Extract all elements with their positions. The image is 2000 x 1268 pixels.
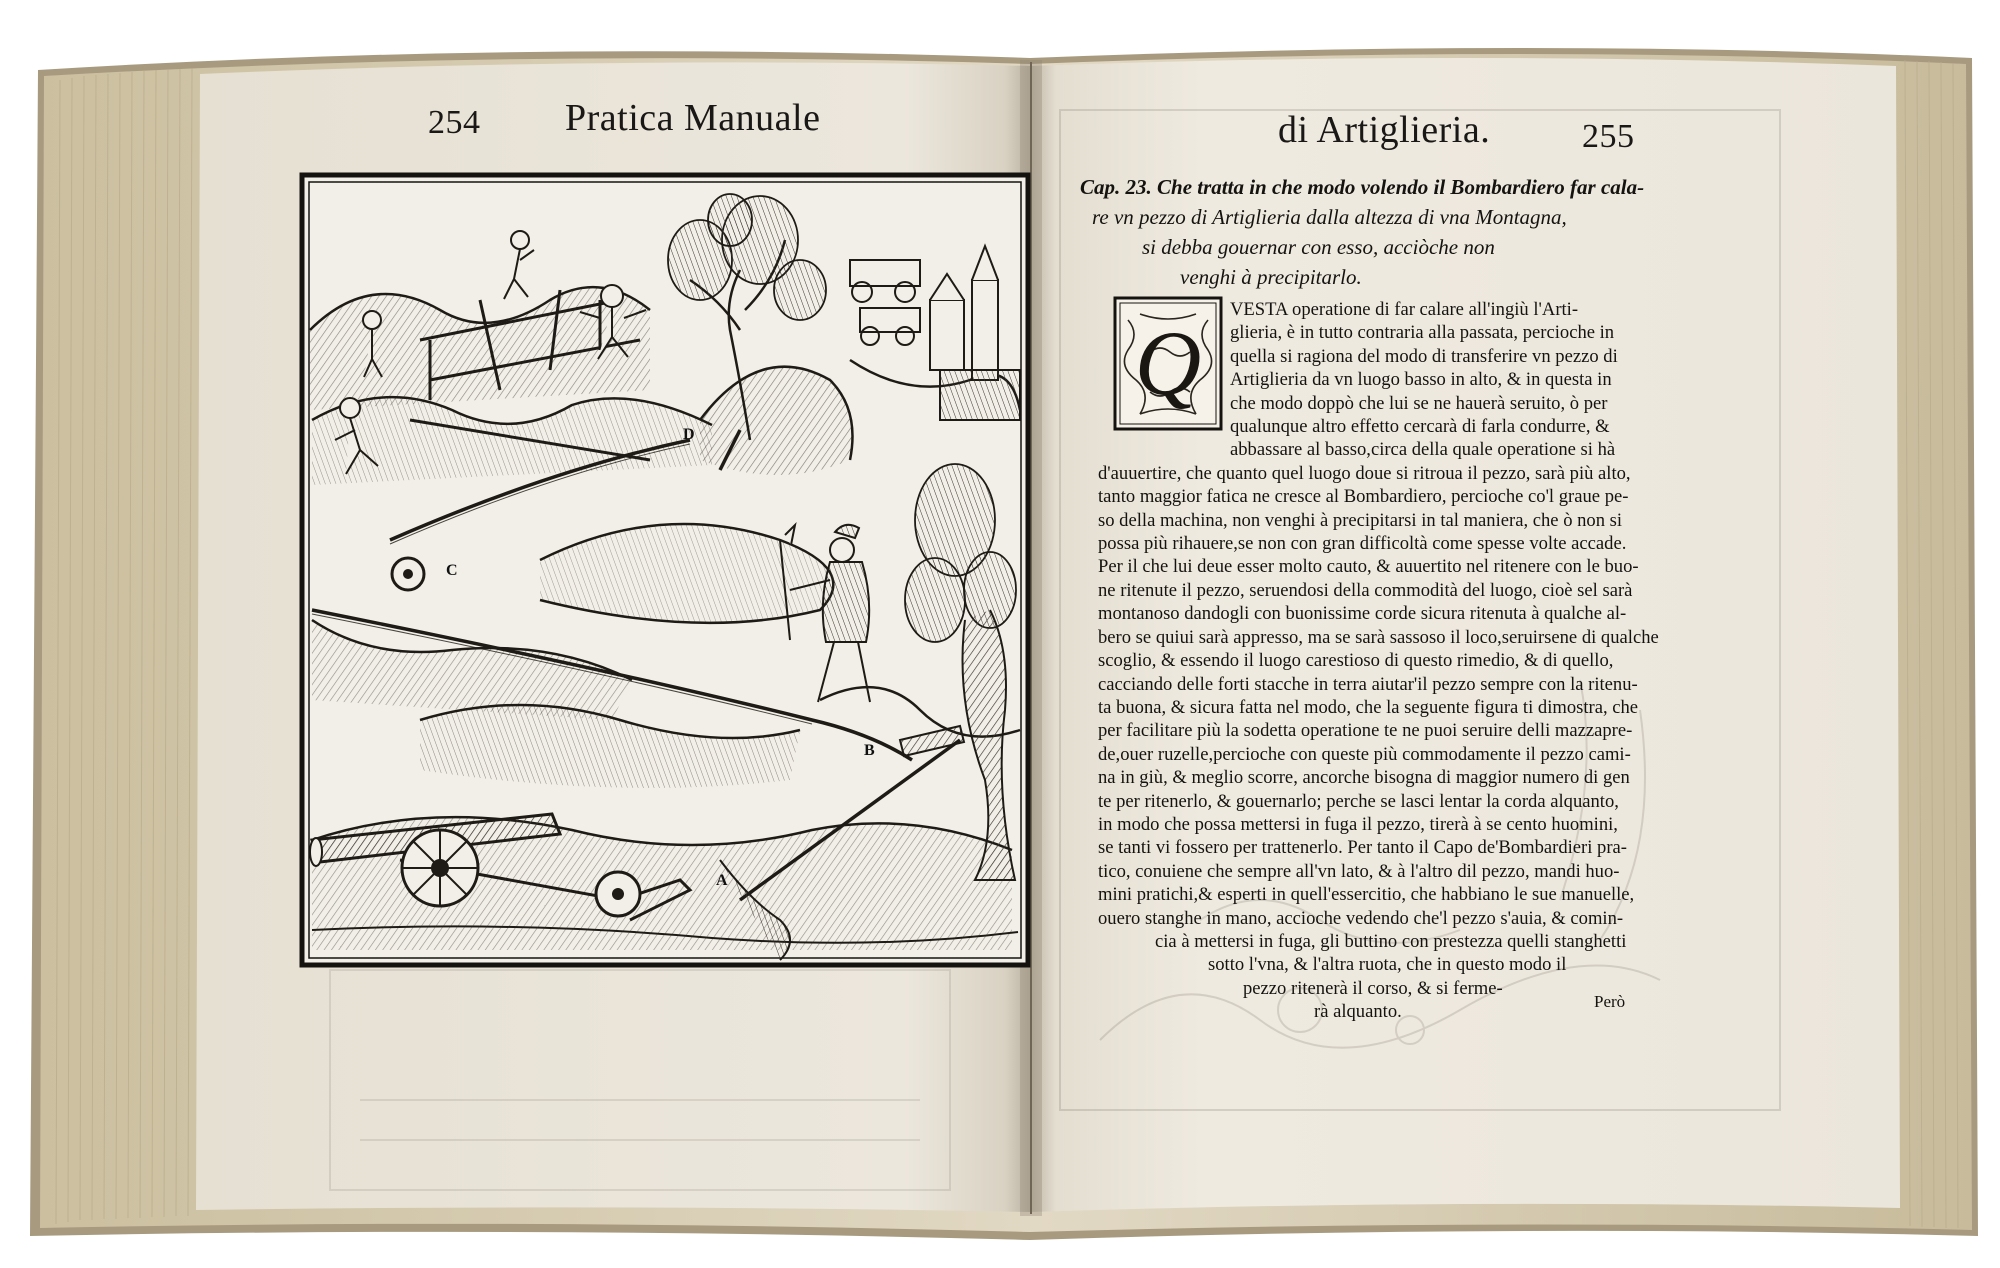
body-line: Artiglieria da vn luogo basso in alto, & in questa in — [1230, 369, 1612, 391]
body-line: de,ouer ruzelle,percioche con queste più commodamente il pezzo cami- — [1098, 743, 1631, 765]
body-text — [1080, 298, 1662, 1024]
body-line: d'auuertire, che quanto quel luogo doue si ritroua il pezzo, sarà più alto, — [1098, 462, 1631, 484]
chapter-heading-line: si debba gouernar con esso, acciòche non — [1142, 235, 1495, 259]
woodcut-illustration — [302, 175, 1028, 965]
body-line: pezzo ritenerà il corso, & si ferme- — [1243, 977, 1503, 999]
figure-label-b: B — [864, 742, 875, 759]
left-page-number: 254 — [428, 104, 481, 141]
drop-cap-letter: Q — [1134, 312, 1202, 414]
body-line: quella si ragiona del modo di transferire vn pezzo di — [1230, 345, 1618, 367]
figure-label-d: D — [683, 426, 695, 443]
right-running-head: di Artiglieria. — [1278, 109, 1491, 151]
body-line: so della machina, non venghi à precipitarsi in tal maniera, che ò non si — [1098, 509, 1623, 531]
body-line: VESTA operatione di far calare all'ingiù l'Arti- — [1230, 299, 1579, 320]
body-line: qualunque altro effetto cercarà di farla condurre, & — [1230, 416, 1610, 438]
body-line: Per il che lui deue esser molto cauto, & auuertito nel ritenere con le buo- — [1098, 556, 1639, 578]
body-line: na in giù, & meglio scorre, ancorche bisogna di maggior numero di gen — [1098, 767, 1630, 789]
chapter-heading — [1080, 172, 1660, 292]
figure-label-a: A — [716, 872, 728, 889]
body-line: montanoso dandogli con buonissime corde sicura ritenuta à qualche al- — [1098, 603, 1627, 625]
body-line: in modo che possa mettersi in fuga il pezzo, tirerà à se cento huomini, — [1098, 813, 1618, 835]
body-line: per facilitare più la sodetta operatione te ne puoi seruire delli mazzapre- — [1098, 720, 1633, 742]
body-line: che modo doppò che lui se ne hauerà seruito, ò per — [1230, 392, 1608, 414]
body-line: abbassare al basso,circa della quale operatione si hà — [1230, 439, 1616, 461]
body-line: tanto maggior fatica ne cresce al Bombardiero, percioche co'l graue pe- — [1098, 486, 1629, 508]
left-running-head: Pratica Manuale — [565, 97, 821, 139]
body-line: possa più rihauere,se non con gran difficoltà come spesse volte accade. — [1098, 533, 1627, 555]
chapter-heading-line: venghi à precipitarlo. — [1180, 265, 1362, 289]
body-line: tico, conuiene che sempre all'vn lato, & à l'altro dil pezzo, mandi huo- — [1098, 860, 1620, 882]
catchword: Però — [1594, 992, 1626, 1011]
body-line: se tanti vi fossero per trattenerlo. Per tanto il Capo de'Bombardieri pra- — [1098, 837, 1627, 859]
body-line: bero se quiui sarà appresso, ma se sarà sassoso il loco,seruirsene di qualche — [1098, 626, 1659, 648]
body-line: mini pratichi,& esperti in quell'essercitio, che habbiano le sue manuelle, — [1098, 884, 1635, 906]
body-line: ne ritenute il pezzo, seruendosi della commodità del luogo, cioè sel sarà — [1098, 579, 1633, 601]
body-line: sotto l'vna, & l'altra ruota, che in questo modo il — [1208, 954, 1567, 976]
right-page-number: 255 — [1582, 118, 1635, 155]
body-line: cacciando delle forti stacche in terra aiutar'il pezzo sempre con la ritenu- — [1098, 673, 1638, 695]
body-line: ta buona, & sicura fatta nel modo, che la seguente figura ti dimostra, che — [1098, 696, 1639, 718]
body-line: rà alquanto. — [1314, 1001, 1402, 1023]
body-line: te per ritenerlo, & gouernarlo; perche se lasci lentar la corda alquanto, — [1098, 790, 1619, 812]
body-line: glieria, è in tutto contraria alla passata, percioche in — [1230, 322, 1615, 344]
chapter-heading-line: re vn pezzo di Artiglieria dalla altezza di vna Montagna, — [1092, 205, 1567, 229]
chapter-heading-line: Cap. 23. Che tratta in che modo volendo il Bombardiero far cala- — [1080, 175, 1645, 199]
figure-label-c: C — [446, 562, 458, 579]
body-line: cia à mettersi in fuga, gli buttino con prestezza quelli stanghetti — [1155, 930, 1627, 952]
body-line: ouero stanghe in mano, accioche vedendo che'l pezzo s'auia, & comin- — [1098, 907, 1624, 929]
body-line: scoglio, & essendo il luogo carestioso di questo rimedio, & di quello, — [1098, 650, 1614, 672]
